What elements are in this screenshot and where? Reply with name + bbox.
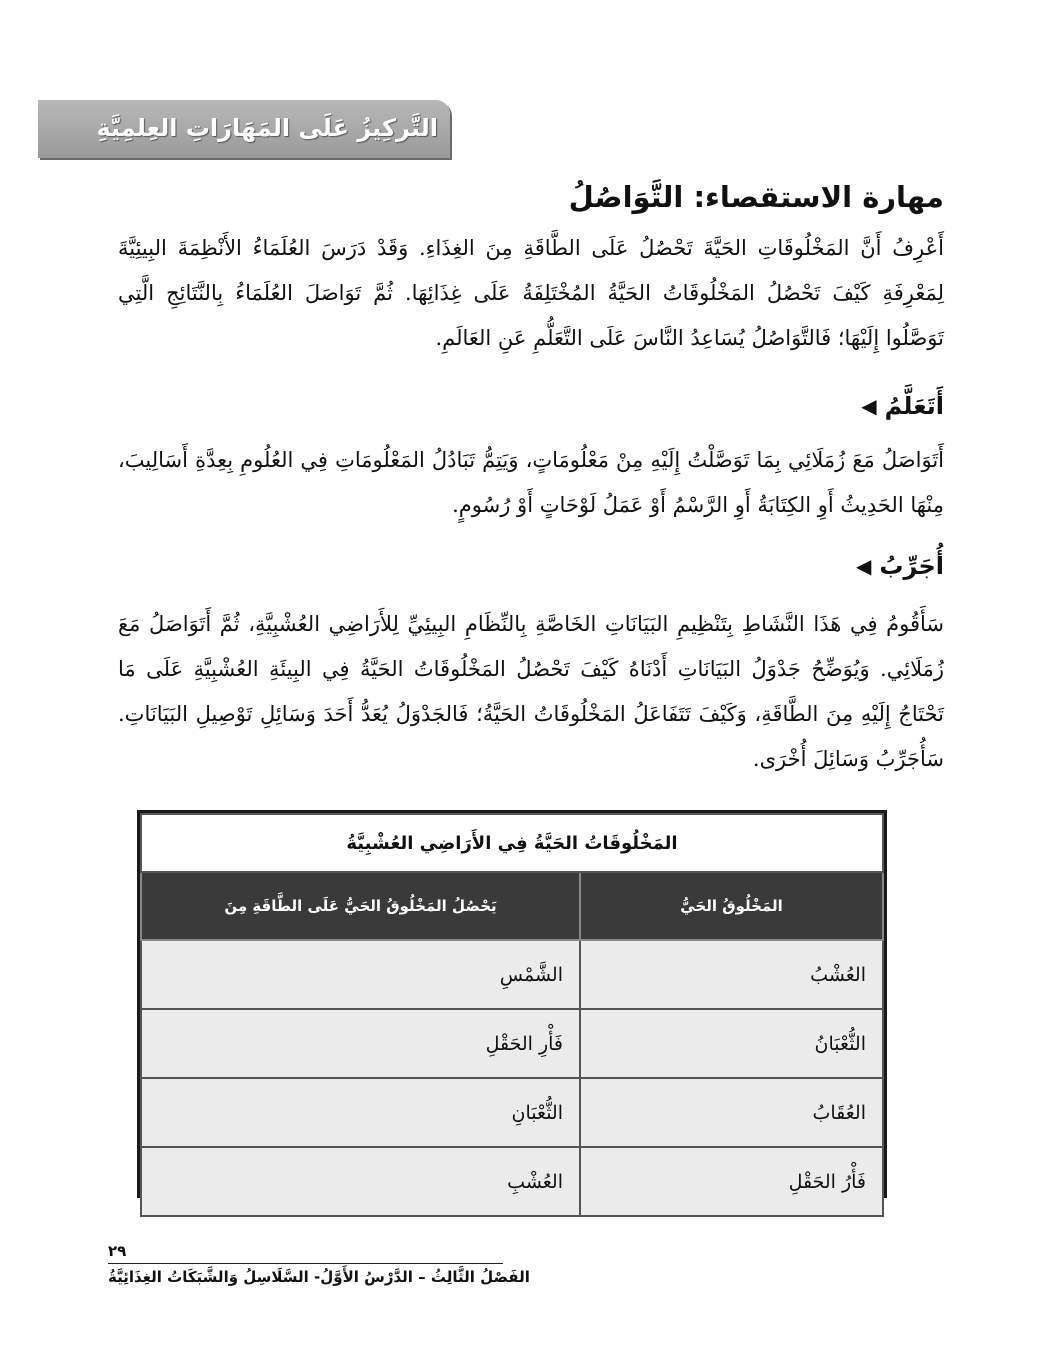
triangle-pointer-icon: ◀	[861, 394, 877, 418]
energy-source-cell: الشَّمْسِ	[141, 940, 580, 1009]
learn-heading-label: أَتَعَلَّمُ	[884, 392, 944, 420]
footer-chapter-label: الفَصْلُ الثَّالِثُ – الدَّرْسُ الأَوَّلُ- السَّلَاسِلُ وَالشَّبَكَاتُ الغِذَائِيَّةُ	[108, 1268, 530, 1286]
energy-source-cell: الثُّعْبَانِ	[141, 1078, 580, 1147]
page-number: ٢٩	[108, 1242, 127, 1260]
learn-heading	[861, 392, 944, 420]
learn-paragraph: أَتَوَاصَلُ مَعَ زُمَلَائِي بِمَا تَوَصَّلْتُ إِلَيْهِ مِنْ مَعْلُومَاتٍ، وَيَتِمُّ تَبَادُلُ المَعْلُومَاتِ فِي العُلُومِ بِعِدَّةِ أَسَالِيبَ، مِنْهَا الحَدِيثُ أَوِ الكِتَابَةُ أَوِ الرَّسْمُ أَوْ عَمَلُ لَوْحَاتٍ أَوْ رُسُومٍ.	[118, 448, 944, 517]
organism-cell: العُشْبُ	[580, 940, 883, 1009]
table-row	[141, 1078, 883, 1147]
banner-title: التَّركِيزُ عَلَى المَهَارَاتِ العِلمِيَّةِ	[96, 114, 438, 142]
column-header-organism: المَخْلُوقُ الحَيُّ	[580, 872, 883, 940]
table-row	[141, 1009, 883, 1078]
try-paragraph: سَأَقُومُ فِي هَذَا النَّشَاطِ بِتَنْظِيمِ البَيَانَاتِ الخَاصَّةِ بِالنِّظَامِ البِيئِيِّ لِلأَرَاضِي العُشْبِيَّةِ، ثُمَّ أَتَوَاصَلُ مَعَ زُمَلَائِي. وَيُوَضِّحُ جَدْوَلُ البَيَانَاتِ أَدْنَاهُ كَيْفَ تَحْصُلُ المَخْلُوقَاتُ الحَيَّةُ فِي البِيئَةِ العُشْبِيَّةِ عَلَى مَا تَحْتَاجُ إِلَيْهِ مِنَ الطَّاقَةِ، وَكَيْفَ تَتَفَاعَلُ المَخْلُوقَاتُ الحَيَّةُ؛ فَالجَدْوَلُ يُعَدُّ أَحَدَ وَسَائِلِ تَوْصِيلِ البَيَانَاتِ. سَأُجَرِّبُ وَسَائِلَ أُخْرَى.	[118, 612, 944, 771]
data-table	[137, 810, 887, 1198]
organism-cell: الثُّعْبَانُ	[580, 1009, 883, 1078]
energy-source-cell: فَأْرِ الحَقْلِ	[141, 1009, 580, 1078]
skill-heading: مهارة الاستقصاء: التَّوَاصُلُ	[568, 180, 944, 214]
organism-cell: العُقَابُ	[580, 1078, 883, 1147]
table-title: المَخْلُوقَاتُ الحَيَّةُ فِي الأَرَاضِي العُشْبِيَّةُ	[141, 814, 883, 872]
triangle-pointer-icon: ◀	[856, 554, 872, 578]
organism-cell: فَأْرُ الحَقْلِ	[580, 1147, 883, 1216]
footer-divider	[108, 1263, 503, 1264]
table-row	[141, 1147, 883, 1216]
table-row	[141, 940, 883, 1009]
try-heading	[856, 552, 944, 580]
energy-source-cell: العُشْبِ	[141, 1147, 580, 1216]
section-banner	[38, 100, 450, 158]
column-header-energy-source: يَحْصُلُ المَخْلُوقُ الحَيُّ عَلَى الطَّاقَةِ مِنَ	[141, 872, 580, 940]
try-heading-label: أُجَرِّبُ	[879, 552, 944, 580]
intro-paragraph: أَعْرِفُ أَنَّ المَخْلُوقَاتِ الحَيَّةَ تَحْصُلُ عَلَى الطَّاقَةِ مِنَ الغِذَاءِ. وَقَدْ دَرَسَ العُلَمَاءُ الأَنْظِمَةَ البِيئِيَّةَ لِمَعْرِفَةِ كَيْفَ تَحْصُلُ المَخْلُوقَاتُ الحَيَّةُ المُخْتَلِفَةُ عَلَى غِذَائِهَا. ثُمَّ تَوَاصَلَ العُلَمَاءُ بِالنَّتَائِجِ الَّتِي تَوَصَّلُوا إِلَيْهَا؛ فَالتَّوَاصُلُ يُسَاعِدُ النَّاسَ عَلَى التَّعَلُّمِ عَنِ العَالَمِ.	[118, 236, 944, 350]
